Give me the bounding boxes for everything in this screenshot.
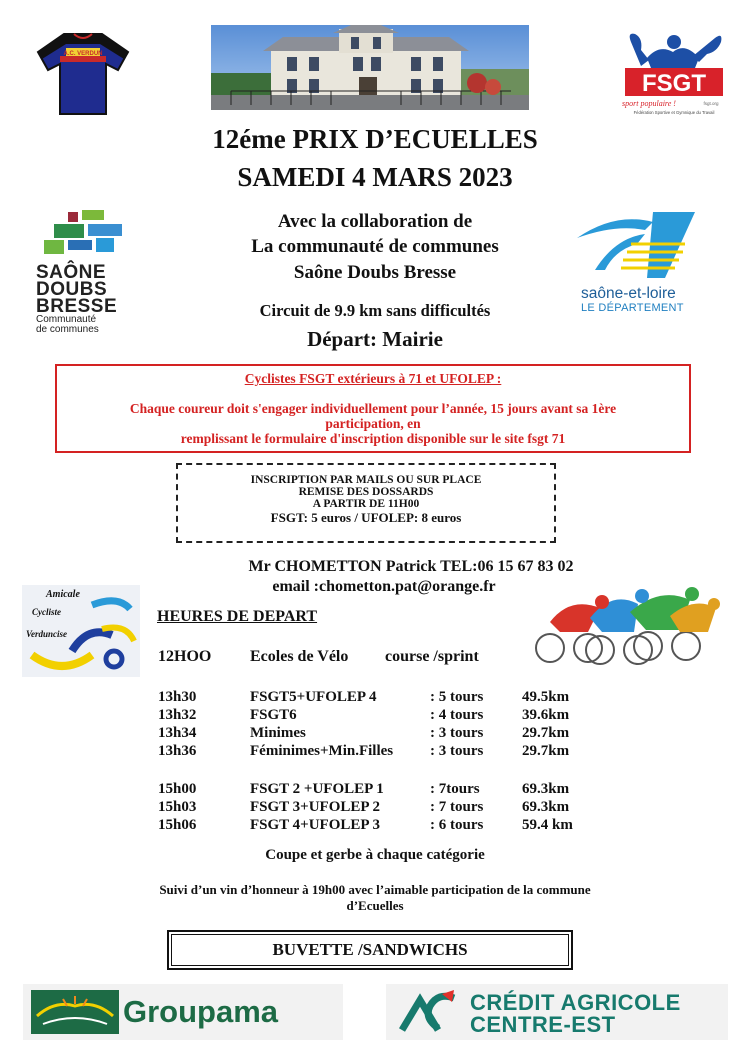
row-laps: : 3 tours — [430, 725, 484, 741]
sel-line1: saône-et-loire — [581, 285, 676, 302]
event-title: 12éme PRIX D’ECUELLES — [212, 124, 538, 154]
inscription-line2: REMISE DES DOSSARDS — [298, 486, 434, 498]
ecole-time: 12HOO — [158, 648, 212, 665]
row-category: FSGT 4+UFOLEP 3 — [250, 817, 380, 833]
ca-line1: CRÉDIT AGRICOLE — [470, 990, 681, 1015]
row-time: 13h34 — [158, 725, 197, 741]
acv-line2: Cycliste — [32, 607, 61, 617]
reception-line2: d’Ecuelles — [346, 898, 404, 913]
fsgt-url: fsgt.org — [703, 101, 719, 106]
row-laps: : 7tours — [430, 781, 480, 797]
row-category: FSGT5+UFOLEP 4 — [250, 689, 377, 705]
row-time: 15h03 — [158, 799, 197, 815]
row-time: 15h06 — [158, 817, 197, 833]
inscription-line3: A PARTIR DE 11H00 — [312, 498, 420, 510]
reception-line1: Suivi d’un vin d’honneur à 19h00 avec l’aimable participation de la commune — [159, 882, 591, 897]
row-distance: 39.6km — [522, 707, 570, 723]
row-category: Féminimes+Min.Filles — [250, 743, 394, 759]
ecole-label: Ecoles de Vélo — [250, 648, 349, 665]
cyclists-illustration — [530, 582, 720, 670]
row-category: FSGT6 — [250, 707, 297, 723]
inscription-prices: FSGT: 5 euros / UFOLEP: 8 euros — [270, 510, 462, 525]
contact-name-phone: Mr CHOMETTON Patrick TEL:06 15 67 83 02 — [248, 558, 574, 575]
row-distance: 69.3km — [522, 799, 570, 815]
fsgt-name: FSGT — [642, 70, 706, 97]
row-distance: 59.4 km — [522, 817, 573, 833]
row-category: FSGT 2 +UFOLEP 1 — [250, 781, 384, 797]
fsgt-logo — [619, 28, 729, 124]
row-laps: : 6 tours — [430, 817, 484, 833]
acv-line1: Amicale — [46, 589, 80, 600]
credit-agricole-logo — [386, 984, 728, 1040]
row-distance: 29.7km — [522, 725, 570, 741]
notice-line1: Chaque coureur doit s'engager individuellement pour l’année, 15 jours avant sa 1ère — [129, 401, 617, 416]
row-category: FSGT 3+UFOLEP 2 — [250, 799, 380, 815]
prizes-info: Coupe et gerbe à chaque catégorie — [265, 847, 485, 863]
sel-line2: LE DÉPARTEMENT — [581, 302, 684, 314]
row-time: 13h36 — [158, 743, 197, 759]
jersey-label: A.C. VERDUN — [63, 51, 103, 57]
depart-location: Départ: Mairie — [307, 327, 443, 351]
town-hall-photo — [211, 25, 529, 110]
groupama-logo — [23, 984, 343, 1040]
sdb-sub1: Communauté — [36, 314, 97, 325]
schedule-heading: HEURES DE DEPART — [157, 608, 318, 625]
acv-line3: Verduncise — [26, 629, 68, 639]
row-distance: 69.3km — [522, 781, 570, 797]
ca-line2: CENTRE-EST — [470, 1012, 616, 1037]
contact-email[interactable]: email :chometton.pat@orange.fr — [272, 578, 496, 595]
ecole-extra: course /sprint — [385, 648, 479, 665]
sdb-line3: BRESSE — [36, 296, 118, 317]
row-distance: 29.7km — [522, 743, 570, 759]
notice-heading: Cyclistes FSGT extérieurs à 71 et UFOLEP : — [244, 371, 502, 386]
collaboration-line3: Saône Doubs Bresse — [293, 262, 457, 283]
amicale-cycliste-verduncise-logo — [22, 585, 140, 677]
notice-line2: participation, en — [325, 416, 421, 431]
collaboration-line2: La communauté de communes — [251, 236, 499, 257]
reception-info — [0, 882, 750, 914]
row-category: Minimes — [250, 725, 306, 741]
notice-line3: remplissant le formulaire d'inscription disponible sur le site fsgt 71 — [180, 431, 566, 446]
row-laps: : 5 tours — [430, 689, 484, 705]
event-date: SAMEDI 4 MARS 2023 — [237, 162, 513, 192]
sdb-sub2: de communes — [36, 324, 99, 335]
sdb-line2: DOUBS — [36, 279, 108, 300]
circuit-info: Circuit de 9.9 km sans difficultés — [259, 301, 491, 320]
row-distance: 49.5km — [522, 689, 570, 705]
groupama-name: Groupama — [123, 994, 279, 1029]
row-laps: : 3 tours — [430, 743, 484, 759]
inscription-line1: INSCRIPTION PAR MAILS OU SUR PLACE — [250, 474, 482, 486]
row-time: 13h30 — [158, 689, 197, 705]
inscription-box — [176, 463, 556, 543]
club-jersey-image — [34, 30, 132, 116]
fsgt-subtitle: Fédération Sportive et Gymnique du Travail — [633, 110, 715, 115]
row-time: 13h32 — [158, 707, 197, 723]
row-laps: : 7 tours — [430, 799, 484, 815]
row-laps: : 4 tours — [430, 707, 484, 723]
buvette-label: BUVETTE /SANDWICHS — [171, 934, 569, 966]
buvette-box — [167, 930, 573, 970]
sdb-line1: SAÔNE — [36, 262, 107, 283]
collaboration-line1: Avec la collaboration de — [277, 211, 473, 232]
row-time: 15h00 — [158, 781, 197, 797]
fsgt-tagline: sport populaire ! — [622, 99, 676, 108]
registration-notice — [55, 364, 691, 453]
